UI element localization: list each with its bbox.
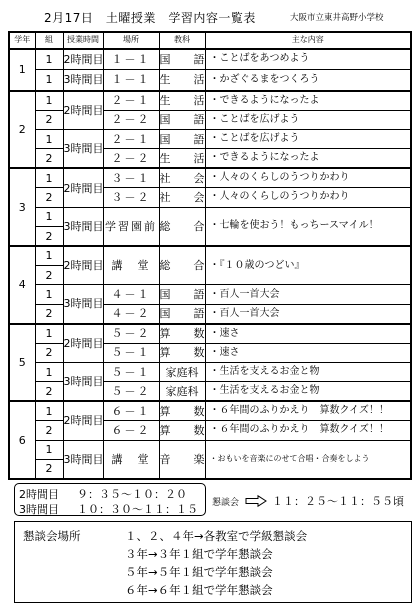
class-cell: 2 <box>35 265 63 284</box>
subject-cell: 算 数 <box>159 421 205 440</box>
location-cell: ６－１ <box>103 401 159 420</box>
page-header <box>0 0 420 30</box>
location-cell: ４－２ <box>103 304 159 323</box>
class-cell: 2 <box>35 421 63 440</box>
venue-line: ３年→３年１組で学年懇談会 <box>125 547 273 561</box>
meeting-label: 懇談会 <box>212 498 240 508</box>
class-cell: 1 <box>35 246 63 265</box>
subject-cell: 国 語 <box>159 49 205 70</box>
subject-cell: 算 数 <box>159 401 205 420</box>
class-cell: 1 <box>35 285 63 304</box>
header-location: 場所 <box>103 32 159 49</box>
location-cell: 講 堂 <box>103 440 159 479</box>
content-cell: ・生活を支えるお金と物 <box>205 382 411 401</box>
location-cell: 講 堂 <box>103 246 159 285</box>
table-row <box>9 49 411 70</box>
grade-cell: 5 <box>9 324 35 402</box>
period-time-label: 2時間目 <box>19 488 59 501</box>
header-subject: 教科 <box>159 32 205 49</box>
meeting-venue-box <box>14 521 412 603</box>
venue-line: １、２、４年→各教室で学級懇談会 <box>125 529 308 543</box>
location-cell: １－１ <box>103 49 159 70</box>
venue-line: ５年→５年１組で学年懇談会 <box>125 565 273 579</box>
class-cell: 1 <box>35 130 63 149</box>
location-cell: ３－１ <box>103 168 159 187</box>
header-class: 組 <box>35 32 63 49</box>
subject-cell: 家庭科 <box>159 382 205 401</box>
subject-cell: 国 語 <box>159 304 205 323</box>
venue-title: 懇談会場所 <box>23 529 81 543</box>
table-row <box>9 91 411 110</box>
location-cell: ５－２ <box>103 324 159 343</box>
subject-cell: 算 数 <box>159 324 205 343</box>
content-cell: ・百人一首大会 <box>205 304 411 323</box>
grade-cell: 6 <box>9 401 35 479</box>
content-cell: ・６年間のふりかえり 算数クイズ！！ <box>205 421 411 440</box>
period-cell: 3時間目 <box>63 362 103 401</box>
meeting-time-value: １１：２５～１１：５５頃 <box>272 495 405 508</box>
period-time-value: ９：３５～１０：２０ <box>77 488 187 501</box>
content-cell: ・『１０歳のつどい』 <box>205 246 411 285</box>
subject-cell: 国 語 <box>159 130 205 149</box>
subject-cell: 国 語 <box>159 285 205 304</box>
subject-cell: 算 数 <box>159 343 205 362</box>
content-cell: ・ことばを広げよう <box>205 130 411 149</box>
class-cell: 2 <box>35 459 63 479</box>
period-cell: 2時間目 <box>63 324 103 363</box>
subject-cell: 社 会 <box>159 168 205 187</box>
class-cell: 1 <box>35 207 63 226</box>
table-row <box>9 246 411 265</box>
class-cell: 1 <box>35 324 63 343</box>
content-cell: ・生活を支えるお金と物 <box>205 362 411 381</box>
period-cell: 3時間目 <box>63 440 103 479</box>
class-cell: 2 <box>35 227 63 246</box>
table-row <box>9 440 411 459</box>
content-cell: ・ことばをあつめよう <box>205 49 411 70</box>
class-cell: 1 <box>35 401 63 420</box>
location-cell: ４－１ <box>103 285 159 304</box>
content-cell: ・ことばを広げよう <box>205 110 411 129</box>
period-time-row <box>19 501 198 517</box>
location-cell: 学習園前 <box>103 207 159 246</box>
subject-cell: 国 語 <box>159 110 205 129</box>
class-cell: 1 <box>35 49 63 70</box>
header-grade: 学年 <box>9 32 35 49</box>
subject-cell: 音 楽 <box>159 440 205 479</box>
grade-cell: 3 <box>9 168 35 246</box>
subject-cell: 家庭科 <box>159 362 205 381</box>
subject-cell: 生 活 <box>159 91 205 110</box>
meeting-time <box>212 493 404 510</box>
grade-cell: 2 <box>9 91 35 169</box>
subject-cell: 総 合 <box>159 207 205 246</box>
period-time-label: 3時間目 <box>19 503 59 516</box>
period-cell: 2時間目 <box>63 49 103 70</box>
content-cell: ・人々のくらしのうつりかわり <box>205 188 411 207</box>
period-time-row <box>19 486 187 502</box>
table-header-row <box>9 32 411 49</box>
school-name: 大阪市立東井高野小学校 <box>290 13 384 23</box>
table-row <box>9 168 411 187</box>
subject-cell: 生 活 <box>159 149 205 168</box>
class-cell: 2 <box>35 188 63 207</box>
period-cell: 2時間目 <box>63 246 103 285</box>
content-cell: ・七輪を使おう！もっちースマイル！ <box>205 207 411 246</box>
grade-cell: 1 <box>9 49 35 91</box>
class-cell: 1 <box>35 168 63 187</box>
content-cell: ・６年間のふりかえり 算数クイズ！！ <box>205 401 411 420</box>
content-cell: ・おもいを音楽にのせて合唱・合奏をしよう <box>205 440 411 479</box>
table-row <box>9 324 411 343</box>
location-cell: ２－２ <box>103 149 159 168</box>
class-cell: 2 <box>35 304 63 323</box>
location-cell: ２－２ <box>103 110 159 129</box>
location-cell: ２－１ <box>103 91 159 110</box>
subject-cell: 社 会 <box>159 188 205 207</box>
content-cell: ・百人一首大会 <box>205 285 411 304</box>
table-row <box>9 362 411 381</box>
table-row <box>9 285 411 304</box>
table-row <box>9 70 411 91</box>
class-cell: 2 <box>35 382 63 401</box>
period-cell: 3時間目 <box>63 130 103 169</box>
location-cell: ６－２ <box>103 421 159 440</box>
grade-cell: 4 <box>9 246 35 324</box>
arrow-right-icon <box>245 495 267 510</box>
table-row <box>9 207 411 226</box>
content-cell: ・できるようになったよ <box>205 91 411 110</box>
location-cell: ３－２ <box>103 188 159 207</box>
class-cell: 1 <box>35 440 63 459</box>
class-cell: 1 <box>35 91 63 110</box>
period-time-value: １０：３０～１１：１５ <box>77 503 198 516</box>
period-cell: 2時間目 <box>63 91 103 130</box>
content-cell: ・速さ <box>205 343 411 362</box>
table-row <box>9 401 411 420</box>
class-cell: 2 <box>35 149 63 168</box>
period-cell: 3時間目 <box>63 207 103 246</box>
class-cell: 2 <box>35 343 63 362</box>
schedule-table <box>8 31 412 480</box>
header-period: 授業時間 <box>63 32 103 49</box>
location-cell: ５－２ <box>103 382 159 401</box>
table-row <box>9 130 411 149</box>
location-cell: ５－１ <box>103 343 159 362</box>
location-cell: ２－１ <box>103 130 159 149</box>
venue-line: ６年→６年１組で学年懇談会 <box>125 583 273 597</box>
content-cell: ・かざぐるまをつくろう <box>205 70 411 91</box>
location-cell: ５－１ <box>103 362 159 381</box>
content-cell: ・できるようになったよ <box>205 149 411 168</box>
page-title: 2月17日 土曜授業 学習内容一覧表 <box>44 11 256 25</box>
period-cell: 3時間目 <box>63 285 103 324</box>
location-cell: １－１ <box>103 70 159 91</box>
period-cell: 3時間目 <box>63 70 103 91</box>
subject-cell: 生 活 <box>159 70 205 91</box>
header-content: 主な内容 <box>205 32 411 49</box>
content-cell: ・人々のくらしのうつりかわり <box>205 168 411 187</box>
period-times-box <box>14 483 206 516</box>
period-cell: 2時間目 <box>63 401 103 440</box>
class-cell: 2 <box>35 110 63 129</box>
class-cell: 1 <box>35 362 63 381</box>
class-cell: 1 <box>35 70 63 91</box>
content-cell: ・速さ <box>205 324 411 343</box>
subject-cell: 総 合 <box>159 246 205 285</box>
period-cell: 2時間目 <box>63 168 103 207</box>
